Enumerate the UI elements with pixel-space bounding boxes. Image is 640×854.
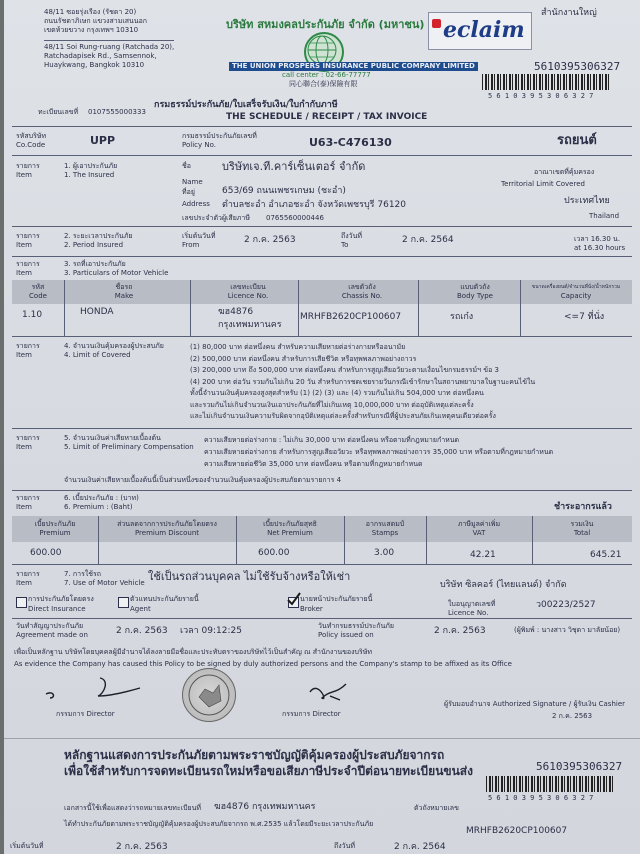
- eclaim-logo: [428, 12, 532, 50]
- licence-no: ว00223/2527: [536, 600, 596, 610]
- item-label-en: Item: [16, 443, 32, 451]
- table-rule: [418, 280, 419, 336]
- item-label-en: Item: [16, 269, 32, 277]
- authorized-en: Authorized Signature / ผู้รับเงิน Cashier: [492, 700, 626, 708]
- director-en: Director: [312, 710, 341, 718]
- table-rule: [64, 280, 65, 336]
- vh-body-th: แบบตัวถัง: [460, 283, 490, 291]
- ph-vat-en: VAT: [472, 529, 486, 537]
- address-th-line: เขตห้วยขวาง กรุงเทพฯ 10310: [44, 26, 139, 34]
- table-rule: [190, 280, 191, 336]
- limits-line: (4) 200 บาท ต่อวัน รวมกันไม่เกิน 20 วัน สำหรับการชดเชยรายวันกรณีเข้ารักษาในสถานพยาบาลในฐานะคนไข้ใน: [190, 377, 536, 386]
- address-en-line: 48/11 Soi Rung-ruang (Ratchada 20),: [44, 43, 175, 51]
- premium-label-en: 6. Premium : (Baht): [64, 503, 133, 511]
- policy-label-en: Policy No.: [182, 141, 216, 149]
- limits-line: และไม่เกินจำนวนเงินความรับผิดจากอุบัติเหตุแต่ละครั้งสำหรับกรณีที่ผู้ประสบภัยเกินเหตุคนเดียวต่อครั้ง: [190, 412, 496, 420]
- agreement-label-en: Agreement made on: [16, 631, 88, 639]
- eclaim-brand: eclaim: [443, 17, 525, 43]
- vehicle-make: HONDA: [80, 307, 114, 317]
- ph-total: [532, 520, 632, 538]
- item-label-en: Item: [16, 171, 32, 179]
- ph-net: [236, 520, 344, 538]
- policy-document: [4, 0, 640, 854]
- broker-name: บริษัท ซิลคอร์ (ไทยแลนด์) จำกัด: [440, 580, 567, 590]
- address-th-line: 48/11 ซอยรุ่งเรือง (รัชดา 20): [44, 8, 137, 16]
- licence-label-th: ใบอนุญาตเลขที่: [448, 600, 496, 608]
- ph-net-th: เบี้ยประกันภัยสุทธิ: [263, 520, 317, 528]
- company-seal-icon: [182, 668, 236, 722]
- vh-chassis: [322, 283, 402, 301]
- preliminary-label-en: 5. Limit of Preliminary Compensation: [64, 443, 194, 451]
- head-office-tag: สำนักงานใหญ่: [541, 8, 597, 18]
- agent-checkbox: [118, 597, 129, 608]
- divider: [12, 126, 632, 127]
- insured-label-en: 1. The Insured: [64, 171, 115, 179]
- co-code-label-th: รหัสบริษัท: [16, 132, 47, 140]
- vehicle-capacity: <=7 ที่นั่ง: [564, 312, 605, 322]
- director-2-signature-icon: [300, 672, 360, 706]
- ph-premium-th: เบี้ยประกันภัย: [34, 520, 76, 528]
- vh-chassis-en: Chassis No.: [341, 292, 383, 300]
- check-mark-icon: [287, 592, 301, 606]
- ph-discount: [98, 520, 236, 538]
- taxpayer-id-label: เลขประจำตัวผู้เสียภาษี: [182, 214, 250, 222]
- limits-label-en: 4. Limit of Covered: [64, 351, 131, 359]
- to-label-th: ถึงวันที่: [341, 232, 362, 240]
- director-en: Director: [86, 710, 115, 718]
- item-label-en: Item: [16, 579, 32, 587]
- divider: [12, 336, 632, 337]
- item-label-th: รายการ: [16, 570, 40, 578]
- item-label-en: Item: [16, 241, 32, 249]
- territory-label-en: Territorial Limit Covered: [501, 180, 585, 188]
- printed-by: (ผู้พิมพ์ : นางสาว วิชุดา มาลัยน้อย): [514, 626, 621, 634]
- vat-value: 42.21: [470, 550, 496, 560]
- limits-lines: [190, 342, 535, 423]
- ph-premium: [12, 520, 98, 538]
- slip-to: 2 ก.ค. 2564: [394, 842, 446, 852]
- from-label-en: From: [182, 241, 200, 249]
- company-address-en: [44, 40, 174, 70]
- agreement-label-th: วันทำสัญญาประกันภัย: [16, 622, 84, 630]
- vh-licence: [208, 283, 288, 301]
- document-barcode-icon: [482, 74, 610, 90]
- vh-make-en: Make: [114, 292, 134, 300]
- address-th-line: ถนนรัชดาภิเษก แขวงสามเสนนอก: [44, 17, 148, 25]
- slip-from: 2 ก.ค. 2563: [116, 842, 168, 852]
- ph-total-th: รวมเงิน: [570, 520, 594, 528]
- co-code-label-en: Co.Code: [16, 141, 46, 149]
- use-label-th: 7. การใช้รถ: [64, 570, 101, 578]
- item-label-th: รายการ: [16, 434, 40, 442]
- issued-date: 2 ก.ค. 2563: [434, 626, 486, 636]
- table-rule: [520, 280, 521, 336]
- issued-label-th: วันทำกรมธรรม์ประกันภัย: [318, 622, 394, 630]
- director-1-label: [56, 710, 115, 719]
- document-title-en: THE SCHEDULE / RECEIPT / TAX INVOICE: [226, 112, 428, 122]
- slip-chassis: MRHFB2620CP100607: [466, 826, 568, 836]
- divider: [12, 428, 632, 429]
- vh-code-th: รหัส: [31, 283, 45, 291]
- table-rule: [532, 516, 533, 564]
- net-premium-value: 600.00: [258, 548, 290, 558]
- ph-net-en: Net Premium: [267, 529, 313, 537]
- divider: [12, 490, 632, 491]
- authorized-th: ผู้รับมอบอำนาจ: [444, 700, 491, 708]
- vh-capacity-en: Capacity: [560, 292, 592, 300]
- divider: [12, 226, 632, 227]
- vh-capacity: [524, 283, 628, 301]
- ph-vat-th: ภาษีมูลค่าเพิ่ม: [457, 520, 501, 528]
- address-en-line: Huaykwang, Bangkok 10310: [44, 61, 145, 69]
- premium-value: 600.00: [30, 548, 62, 558]
- insured-address-line-2: ตำบลชะอำ อำเภอชะอำ จังหวัดเพชรบุรี 76120: [222, 200, 407, 210]
- slip-line-2: ได้ทำประกันภัยตามพระราชบัญญัติคุ้มครองผู้ประสบภัยจากรถ พ.ศ.2535 แล้วโดยมีระยะเวลาประกันภัย: [64, 820, 374, 828]
- direct-label-en: Direct Insurance: [28, 605, 86, 613]
- limits-line: (2) 500,000 บาท ต่อหนึ่งคน สำหรับการเสียชีวิต หรือทุพพลภาพอย่างถาวร: [190, 354, 417, 363]
- table-rule: [298, 280, 299, 336]
- item-label-th: รายการ: [16, 232, 40, 240]
- limits-line: (1) 80,000 บาท ต่อหนึ่งคน สำหรับความเสียหายต่อร่างกายหรืออนามัย: [190, 343, 406, 351]
- vh-chassis-th: เลขตัวถัง: [348, 283, 376, 291]
- ph-premium-en: Premium: [39, 529, 71, 537]
- territory-en: Thailand: [589, 212, 620, 220]
- name-label-en: Name: [182, 178, 203, 186]
- document-number-top: 5610395306327: [534, 60, 621, 73]
- signature-date: 2 ก.ค. 2563: [552, 712, 593, 720]
- vh-capacity-th: ขนาดเครื่องยนต์/จำนวนที่นั่ง/น้ำหนักรวม: [531, 284, 621, 290]
- insured-label-th: 1. ผู้เอาประกันภัย: [64, 162, 118, 170]
- policy-label-th: กรมธรรม์ประกันภัยเลขที่: [182, 132, 257, 140]
- vh-body-en: Body Type: [457, 292, 493, 300]
- stamp-duty-paid: ชำระอากรแล้ว: [554, 502, 612, 512]
- stamps-value: 3.00: [374, 548, 395, 558]
- chinese-name: 同心聯合(泰)保險有限: [289, 80, 358, 88]
- tax-id-value: 0107555000333: [88, 108, 146, 116]
- limits-line: และรวมกันไม่เกินจำนวนเงินเอาประกันภัยที่ไม่เกินเหตุ 10,000,000 บาท ต่ออุบัติเหตุแต่ละครั้ง: [190, 400, 474, 409]
- barcode-digits: 5 6 1 0 3 9 5 3 0 6 3 2 7: [488, 92, 594, 100]
- table-rule: [98, 516, 99, 564]
- vh-make: [94, 283, 154, 301]
- address-label-th: ที่อยู่: [182, 188, 195, 196]
- vehicle-label-th: 3. รถที่เอาประกันภัย: [64, 260, 126, 268]
- to-label-en: To: [341, 241, 349, 249]
- evidence-th: เพื่อเป็นหลักฐาน บริษัทโดยบุคคลผู้มีอำนาจได้ลงลายมือชื่อและประทับตราของบริษัทไว้เป็นสำคัญ ณ สำนักงานของบริษัท: [14, 648, 372, 656]
- vh-body: [440, 283, 510, 301]
- ph-discount-en: Premium Discount: [134, 529, 200, 537]
- co-code-value: UPP: [90, 134, 116, 147]
- broker-checkbox: [288, 597, 299, 608]
- slip-licence: ฆฮ4876 กรุงเทพมหานคร: [214, 802, 316, 812]
- period-label-en: 2. Period Insured: [64, 241, 124, 249]
- direct-insurance-checkbox: [16, 597, 27, 608]
- slip-from-label: เริ่มต้นวันที่: [10, 842, 44, 850]
- director-2-label: [282, 710, 341, 719]
- ph-total-en: Total: [573, 529, 591, 537]
- from-label-th: เริ่มต้นวันที่: [182, 232, 216, 240]
- table-rule: [236, 516, 237, 564]
- agent-label-en: Agent: [130, 605, 151, 613]
- vh-make-th: ชื่อรถ: [115, 283, 133, 291]
- broker-label-en: Broker: [300, 605, 323, 613]
- vh-code-en: Code: [29, 292, 47, 300]
- divider: [12, 256, 632, 257]
- item-label-th: รายการ: [16, 162, 40, 170]
- vehicle-licence-2: กรุงเทพมหานคร: [218, 320, 282, 330]
- period-from: 2 ก.ค. 2563: [244, 235, 296, 245]
- taxpayer-id: 0765560000446: [266, 214, 324, 222]
- limits-line: ทั้งนี้จำนวนเงินคุ้มครองสูงสุดสำหรับ (1) (2) (3) และ (4) รวมกันไม่เกิน 504,000 บาท ต่อหนึ่งคน: [190, 389, 484, 397]
- slip-chassis-label: ตัวถังหมายเลข: [414, 804, 459, 812]
- company-address-th: [44, 8, 147, 35]
- address-en-line: Ratchadapisek Rd., Samsennok,: [44, 52, 157, 60]
- vh-licence-en: Licence No.: [227, 292, 269, 300]
- ph-stamps: [344, 520, 426, 538]
- vehicle-type-label: รถยนต์: [557, 133, 597, 148]
- ph-stamps-th: อากรแสตมป์: [365, 520, 405, 528]
- direct-label-th: การประกันภัยโดยตรง: [28, 595, 94, 603]
- agreement-time: เวลา 09:12:25: [180, 626, 242, 636]
- authorized-label: [444, 700, 625, 709]
- item-label-th: รายการ: [16, 494, 40, 502]
- use-label-en: 7. Use of Motor Vehicle: [64, 579, 145, 587]
- table-rule: [344, 516, 345, 564]
- territory-label-th: อาณาเขตที่คุ้มครอง: [534, 168, 595, 176]
- call-center: call center : 02-66-77777: [282, 71, 371, 79]
- preliminary-lines: [204, 434, 553, 470]
- company-name-en: THE UNION PROSPERS INSURANCE PUBLIC COMPANY LIMITED: [229, 62, 478, 71]
- divider: [12, 564, 632, 565]
- limits-line: (3) 200,000 บาท ถึง 500,000 บาท ต่อหนึ่งคน สำหรับการสูญเสียอวัยวะตามเงื่อนไขกรมธรรม์ฯ ข้อ 3: [190, 366, 499, 374]
- preliminary-line: ความเสียหายต่อชีวิต 35,000 บาท ต่อหนึ่งคน หรือตามที่กฎหมายกำหนด: [204, 460, 423, 468]
- premium-label-th: 6. เบี้ยประกันภัย : (บาท): [64, 494, 139, 502]
- policy-number: U63-C476130: [309, 136, 392, 149]
- slip-title-1: หลักฐานแสดงการประกันภัยตามพระราชบัญญัติคุ้มครองผู้ประสบภัยจากรถ: [64, 748, 445, 762]
- slip-barcode-icon: [486, 776, 614, 792]
- director-signature-icon: [40, 668, 150, 708]
- slip-to-label: ถึงวันที่: [334, 842, 355, 850]
- vehicle-body: รถเก๋ง: [450, 312, 474, 322]
- ph-stamps-en: Stamps: [371, 529, 399, 537]
- address-label-en: Address: [182, 200, 210, 208]
- slip-title-2: เพื่อใช้สำหรับการจดทะเบียนรถใหม่หรือขอเสียภาษีประจำปีต่อนายทะเบียนขนส่ง: [64, 764, 473, 778]
- preliminary-line: ความเสียหายต่อร่างกาย สำหรับการสูญเสียอวัยวะ หรือทุพพลภาพอย่างถาวร 35,000 บาท หรือตามที่กฎหมายกำหนด: [204, 448, 554, 456]
- divider: [12, 618, 632, 619]
- ph-vat: [426, 520, 532, 538]
- item-label-en: Item: [16, 503, 32, 511]
- director-th: กรรมการ: [282, 710, 311, 718]
- period-time-th: เวลา 16.30 น.: [574, 235, 621, 243]
- licence-label-en: Licence No.: [448, 609, 489, 617]
- eclaim-mark-icon: [432, 19, 441, 28]
- name-label-th: ชื่อ: [182, 162, 191, 170]
- period-to: 2 ก.ค. 2564: [402, 235, 454, 245]
- table-rule: [426, 516, 427, 564]
- slip-line-1-label: เอกสารนี้ใช้เพื่อแสดงว่ารถหมายเลขทะเบียนที่: [64, 804, 202, 812]
- tax-id-label: ทะเบียนเลขที่: [38, 108, 79, 116]
- preliminary-line: ความเสียหายต่อร่างกาย : ไม่เกิน 30,000 บาท ต่อหนึ่งคน หรือตามที่กฎหมายกำหนด: [204, 436, 460, 444]
- company-name-th: บริษัท สหมงคลประกันภัย จำกัด (มหาชน): [226, 18, 425, 31]
- period-time-en: at 16.30 hours: [574, 244, 626, 252]
- use-text: ใช้เป็นรถส่วนบุคคล ไม่ใช้รับจ้างหรือให้เช่า: [148, 570, 351, 583]
- vh-code: [18, 283, 58, 301]
- territory-th: ประเทศไทย: [564, 196, 610, 206]
- slip-barcode-digits: 5 6 1 0 3 9 5 3 0 6 3 2 7: [488, 794, 594, 802]
- vehicle-licence-1: ฆฮ4876: [218, 307, 254, 317]
- ph-discount-th: ส่วนลดจากการประกันภัยโดยตรง: [117, 520, 217, 528]
- issued-label-en: Policy issued on: [318, 631, 374, 639]
- director-th: กรรมการ: [56, 710, 85, 718]
- document-title-th: กรมธรรม์ประกันภัย/ใบเสร็จรับเงิน/ใบกำกับภาษี: [154, 100, 338, 110]
- vh-licence-th: เลขทะเบียน: [230, 283, 266, 291]
- divider: [12, 155, 632, 156]
- preliminary-label-th: 5. จำนวนเงินค่าเสียหายเบื้องต้น: [64, 434, 161, 442]
- agreement-date: 2 ก.ค. 2563: [116, 626, 168, 636]
- limits-label-th: 4. จำนวนเงินคุ้มครองผู้ประสบภัย: [64, 342, 164, 350]
- evidence-en: As evidence the Company has caused this Policy to be signed by duly authorized persons and the Company's stamp to be affixed as its Office: [14, 660, 512, 668]
- period-label-th: 2. ระยะเวลาประกันภัย: [64, 232, 133, 240]
- vehicle-label-en: 3. Particulars of Motor Vehicle: [64, 269, 169, 277]
- preliminary-note: จำนวนเงินค่าเสียหายเบื้องต้นนี้เป็นส่วนหนึ่งของจำนวนเงินคุ้มครองผู้ประสบภัยตามรายการ 4: [64, 476, 342, 484]
- agent-label-th: ตัวแทนประกันภัยรายนี้: [130, 595, 199, 603]
- insured-name: บริษัทเจ.ที.คาร์เซ็นเตอร์ จำกัด: [222, 160, 366, 173]
- insured-address-line-1: 653/69 ถนนเพชรเกษม (ชะอำ): [222, 186, 346, 196]
- broker-label-th: นายหน้าประกันภัยรายนี้: [300, 595, 373, 603]
- vehicle-code: 1.10: [22, 310, 43, 320]
- tear-line: [4, 738, 640, 739]
- total-value: 645.21: [590, 550, 622, 560]
- item-label-th: รายการ: [16, 260, 40, 268]
- item-label-th: รายการ: [16, 342, 40, 350]
- slip-number: 5610395306327: [536, 760, 623, 773]
- item-label-en: Item: [16, 351, 32, 359]
- vehicle-chassis: MRHFB2620CP100607: [300, 312, 402, 322]
